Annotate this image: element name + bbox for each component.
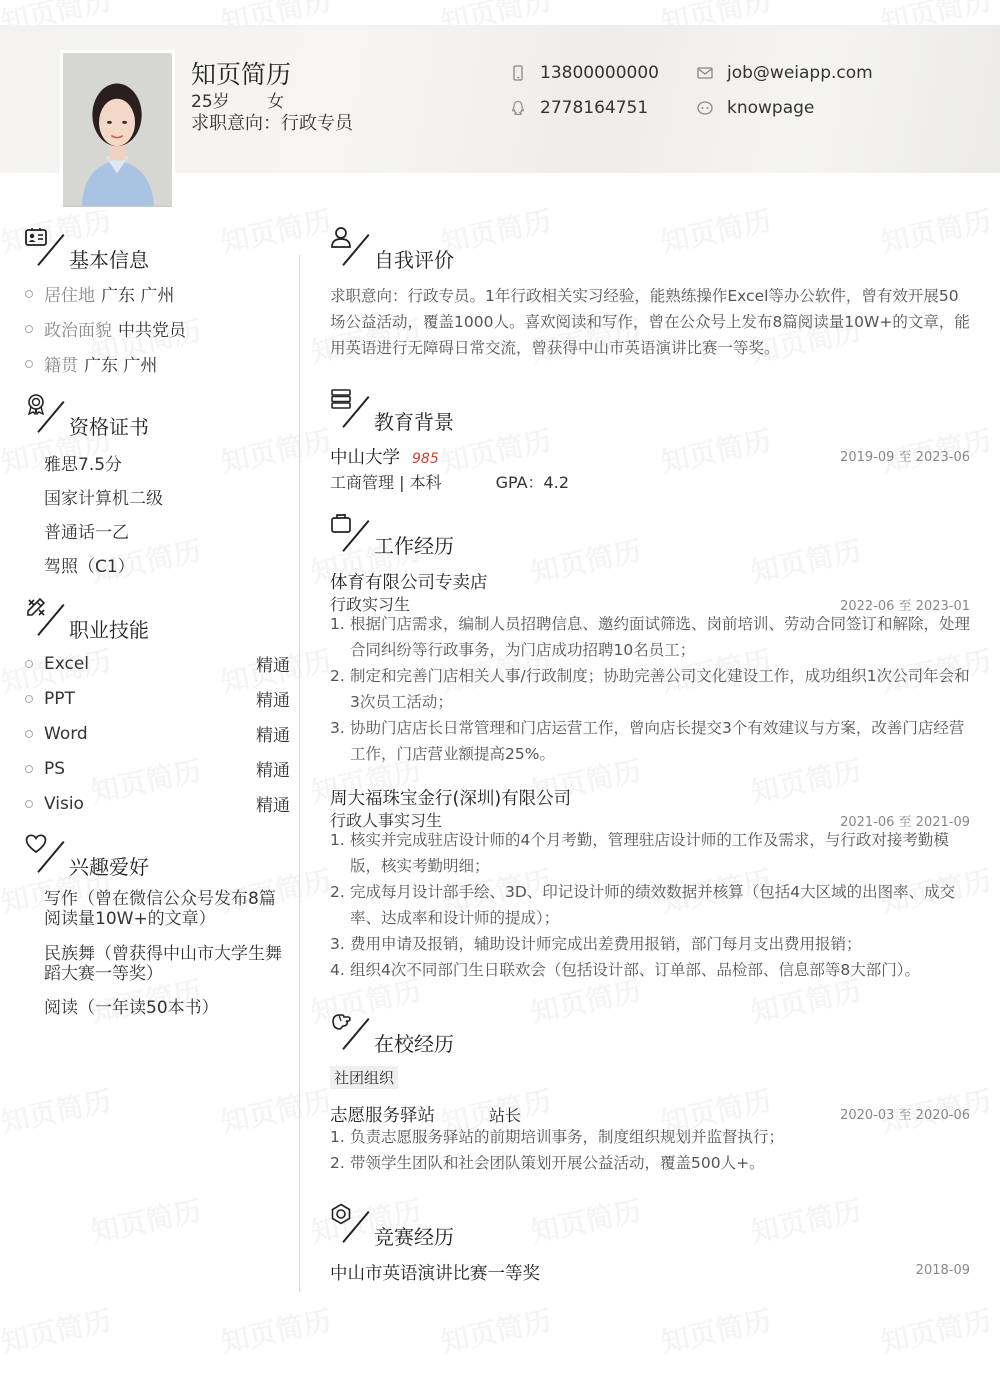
list-item: [330, 957, 970, 983]
job-date: 2022-06 至 2023-01: [840, 599, 970, 614]
education-date: 2019-09 至 2023-06: [840, 450, 970, 465]
section-title: 竞赛经历: [374, 1225, 454, 1249]
section-contest: [330, 1203, 530, 1247]
item-number: 1.: [330, 831, 345, 849]
wechat-contact: [697, 98, 814, 118]
cert-item: 普通话一乙: [44, 523, 129, 543]
job-date: 2021-06 至 2021-09: [840, 815, 970, 830]
item-number: 2.: [330, 883, 345, 901]
candidate-name: 知页简历: [191, 60, 292, 89]
item-text: 完成每月设计部手绘、3D、印记设计师的绩效数据并核算（包括4大区域的出图率、成交率、达成率和设计师的提成）；: [350, 883, 956, 927]
info-key: 政治面貌: [44, 321, 112, 341]
item-number: 2.: [330, 1154, 345, 1172]
hobby-item: 写作（曾在微信公众号发布8篇阅读量10W+的文章）: [44, 889, 276, 929]
bullet-icon: [25, 765, 33, 773]
hobby-item: 民族舞（曾获得中山市大学生舞蹈大赛一等奖）: [44, 944, 282, 984]
gender: 女: [267, 92, 285, 112]
bullet-icon: [25, 325, 33, 333]
award-icon: [330, 1203, 352, 1225]
wechat-icon: [697, 100, 713, 116]
section-campus: [330, 1010, 530, 1054]
info-value: 广东 广州: [101, 286, 175, 306]
watermark-text: [0, 1079, 115, 1141]
basic-info-politics: [25, 316, 186, 341]
qq-contact: [510, 98, 648, 118]
company-name: 周大福珠宝金行(深圳)有限公司: [330, 789, 572, 809]
item-number: 1.: [330, 1128, 345, 1146]
section-title: 基本信息: [69, 248, 149, 272]
item-text: 根据门店需求，编制人员招聘信息、邀约面试筛选、岗前培训、劳动合同签订和解除，处理合同纠纷等行政事务，为门店成功招聘10名员工；: [350, 615, 971, 659]
major-row: [330, 470, 569, 493]
org-name: 志愿服务驿站: [330, 1106, 435, 1126]
cert-item: 驾照（C1）: [44, 557, 135, 577]
item-number: 4.: [330, 961, 345, 979]
cert-item: 国家计算机二级: [44, 489, 163, 509]
section-basic-info: [25, 226, 225, 270]
skill-name: PPT: [44, 688, 75, 709]
info-key: 籍贯: [44, 356, 78, 376]
section-title: 教育背景: [374, 410, 454, 434]
list-item: [330, 663, 970, 715]
bullet-icon: [25, 360, 33, 368]
section-title: 资格证书: [69, 415, 149, 439]
item-text: 协助门店店长日常管理和门店运营工作，曾向店长提交3个有效建议与方案，改善门店经营工作，门店营业额提高25%。: [350, 719, 965, 763]
skill-row: [25, 721, 290, 746]
watermark-text: [217, 199, 335, 261]
job-duties: [330, 611, 970, 767]
section-title: 工作经历: [374, 534, 454, 558]
tools-icon: [25, 596, 47, 618]
contest-date: 2018-09: [915, 1263, 970, 1278]
school-badge: 985: [412, 451, 439, 467]
skill-row: [25, 651, 290, 676]
bullet-icon: [25, 695, 33, 703]
cert-item: 雅思7.5分: [44, 455, 123, 475]
list-item: [330, 611, 970, 663]
watermark-text: [747, 1189, 865, 1251]
watermark-text: [217, 1079, 335, 1141]
medal-icon: [25, 393, 47, 415]
school-name: 中山大学: [330, 448, 400, 468]
section-title: 在校经历: [374, 1032, 454, 1056]
section-title: 职业技能: [69, 618, 149, 642]
phone-number: 13800000000: [540, 63, 659, 83]
item-number: 3.: [330, 935, 345, 953]
list-item: [330, 931, 970, 957]
basic-info-residence: [25, 281, 174, 306]
watermark-text: [877, 199, 995, 261]
bullet-icon: [25, 660, 33, 668]
basic-info-origin: [25, 351, 157, 376]
heart-icon: [25, 833, 47, 855]
job-role: 行政实习生: [330, 595, 411, 614]
skill-level: 精通: [256, 726, 290, 746]
watermark-text: [657, 419, 775, 481]
section-skills: [25, 596, 225, 640]
item-text: 制定和完善门店相关人事/行政制度；协助完善公司文化建设工作，成功组织1次公司年会和3次员工活动；: [350, 667, 970, 711]
list-item: [330, 827, 970, 879]
list-item: [330, 1124, 970, 1150]
id-card-icon: [25, 226, 47, 248]
item-text: 核实并完成驻店设计师的4个月考勤，管理驻店设计师的工作及需求，与行政对接考勤模版，核实考勤明细；: [350, 831, 949, 875]
skill-name: Excel: [44, 653, 90, 674]
info-key: 居住地: [44, 286, 95, 306]
qq-icon: [510, 100, 526, 116]
hand-icon: [330, 1010, 352, 1032]
hobby-item: 阅读（一年读50本书）: [44, 998, 219, 1018]
mail-icon: [697, 65, 713, 81]
watermark-text: [877, 1299, 995, 1361]
email-address: job@weiapp.com: [727, 63, 873, 83]
info-value: 广东 广州: [84, 356, 158, 376]
campus-duties: [330, 1124, 970, 1176]
item-text: 费用申请及报销，辅助设计师完成出差费用报销，部门每月支出费用报销；: [350, 935, 862, 953]
watermark-text: [217, 419, 335, 481]
bullet-icon: [25, 730, 33, 738]
watermark-text: [657, 199, 775, 261]
section-title: 自我评价: [374, 248, 454, 272]
category-tag: 社团组织: [330, 1066, 398, 1089]
list-item: [330, 879, 970, 931]
job-role: 行政人事实习生: [330, 811, 443, 830]
major: 工商管理 | 本科: [330, 473, 442, 492]
watermark-text: [217, 1299, 335, 1361]
item-text: 带领学生团队和社会团队策划开展公益活动，覆盖500人+。: [350, 1154, 765, 1172]
watermark-text: [527, 1189, 645, 1251]
profile-photo: [60, 50, 175, 210]
watermark-text: [87, 1189, 205, 1251]
school-row: [330, 444, 439, 469]
watermark-text: [657, 1299, 775, 1361]
self-evaluation-text: 求职意向：行政专员。1年行政相关实习经验，能熟练操作Excel等办公软件，曾有效开展50场公益活动，覆盖1000人。喜欢阅读和写作，曾在公众号上发布8篇阅读量10W+的文章，能用英语进行无障碍日常交流，曾获得中山市英语演讲比赛一等奖。: [330, 287, 970, 357]
info-value: 中共党员: [118, 321, 186, 341]
skill-level: 精通: [256, 691, 290, 711]
company-name: 体育有限公司专卖店: [330, 573, 488, 593]
job-intent: 求职意向：行政专员: [191, 113, 353, 134]
skill-level: 精通: [256, 656, 290, 676]
section-hobbies: [25, 833, 225, 877]
section-certificates: [25, 393, 225, 437]
list-item: [330, 1150, 970, 1176]
watermark-text: [527, 529, 645, 591]
age: 25岁: [191, 92, 230, 112]
item-number: 2.: [330, 667, 345, 685]
item-text: 负责志愿服务驿站的前期培训事务，制度组织规划并监督执行；: [350, 1128, 785, 1146]
section-education: [330, 388, 530, 432]
wechat-id: knowpage: [727, 98, 815, 118]
watermark-text: [0, 1299, 115, 1361]
skill-row: [25, 756, 290, 781]
campus-date: 2020-03 至 2020-06: [840, 1108, 970, 1123]
briefcase-icon: [330, 512, 352, 534]
qq-number: 2778164751: [540, 98, 649, 118]
phone-icon: [510, 65, 526, 81]
section-work: [330, 512, 530, 556]
list-item: [330, 715, 970, 767]
phone-contact: [510, 63, 659, 83]
item-number: 1.: [330, 615, 345, 633]
skill-name: Visio: [44, 793, 84, 814]
skill-level: 精通: [256, 796, 290, 816]
section-self-evaluation: [330, 226, 530, 270]
org-role: 站长: [489, 1106, 522, 1125]
bullet-icon: [25, 290, 33, 298]
bullet-icon: [25, 800, 33, 808]
user-icon: [330, 226, 352, 248]
column-divider: [299, 255, 300, 1292]
email-contact: [697, 63, 873, 83]
contest-name: 中山市英语演讲比赛一等奖: [330, 1264, 540, 1284]
watermark-text: [747, 529, 865, 591]
watermark-text: [437, 1299, 555, 1361]
skill-name: PS: [44, 758, 66, 779]
item-number: 3.: [330, 719, 345, 737]
gpa: GPA：4.2: [495, 473, 569, 492]
skill-name: Word: [44, 723, 88, 744]
item-text: 组织4次不同部门生日联欢会（包括设计部、订单部、品检部、信息部等8大部门）。: [350, 961, 920, 979]
skill-row: [25, 686, 290, 711]
skill-level: 精通: [256, 761, 290, 781]
books-icon: [330, 388, 352, 410]
job-duties: [330, 827, 970, 983]
skill-row: [25, 791, 290, 816]
section-title: 兴趣爱好: [69, 855, 149, 879]
